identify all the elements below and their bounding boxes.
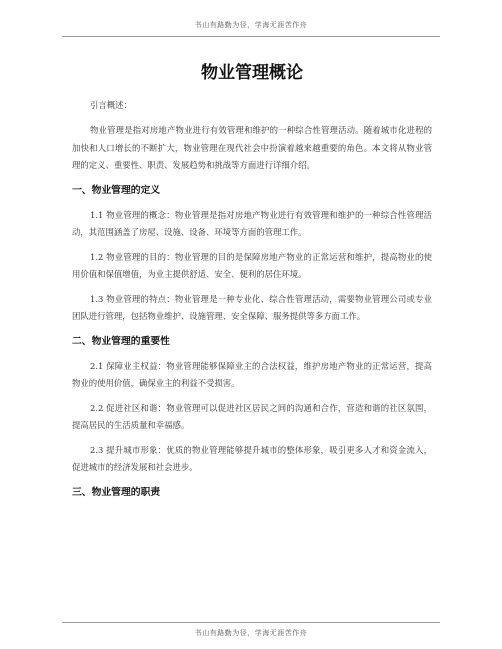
- section-heading-importance: 二、物业管理的重要性: [72, 335, 170, 347]
- intro-paragraph: 物业管理是指对房地产物业进行有效管理和维护的一种综合性管理活动。随着城市化进程的加快和人口增长的不断扩大，物业管理在现代社会中扮演着越来越重要的角色。本文将从物业管理的定义、重要性、职责、发展趋势和挑战等方面进行详细介绍。: [72, 125, 432, 170]
- header-divider: [62, 36, 440, 37]
- paragraph-1-1: 1.1 物业管理的概念：物业管理是指对房地产物业进行有效管理和维护的一种综合性管理活动，其范围涵盖了房屋、设施、设备、环境等方面的管理工作。: [72, 209, 432, 237]
- page-header: 书山有路勤为径，学海无涯苦作舟: [194, 21, 308, 29]
- footer-divider: [62, 622, 440, 623]
- paragraph-2-3: 2.3 提升城市形象：优质的物业管理能够提升城市的整体形象，吸引更多人才和资金流入，促进城市的经济发展和社会进步。: [72, 444, 432, 472]
- page-footer: 书山有路勤为径，学海无涯苦作舟: [194, 629, 308, 637]
- paragraph-2-2: 2.2 促进社区和谐：物业管理可以促进社区居民之间的沟通和合作，营造和谐的社区氛围，提高居民的生活质量和幸福感。: [72, 402, 432, 430]
- section-heading-definition: 一、物业管理的定义: [72, 184, 161, 196]
- paragraph-1-3: 1.3 物业管理的特点：物业管理是一种专业化、综合性管理活动，需要物业管理公司或专业团队进行管理，包括物业维护、设施管理、安全保障、服务提供等多方面工作。: [72, 293, 432, 321]
- paragraph-1-2: 1.2 物业管理的目的：物业管理的目的是保障房地产物业的正常运营和维护，提高物业的使用价值和保值增值，为业主提供舒适、安全、便利的居住环境。: [72, 251, 432, 279]
- intro-label: 引言概述：: [90, 100, 132, 110]
- document-body: [72, 62, 432, 509]
- document-title: 物业管理概论: [201, 63, 303, 83]
- section-heading-duties: 三、物业管理的职责: [72, 486, 161, 498]
- paragraph-2-1: 2.1 保障业主权益：物业管理能够保障业主的合法权益，维护房地产物业的正常运营，提高物业的使用价值，确保业主的利益不受损害。: [72, 360, 432, 388]
